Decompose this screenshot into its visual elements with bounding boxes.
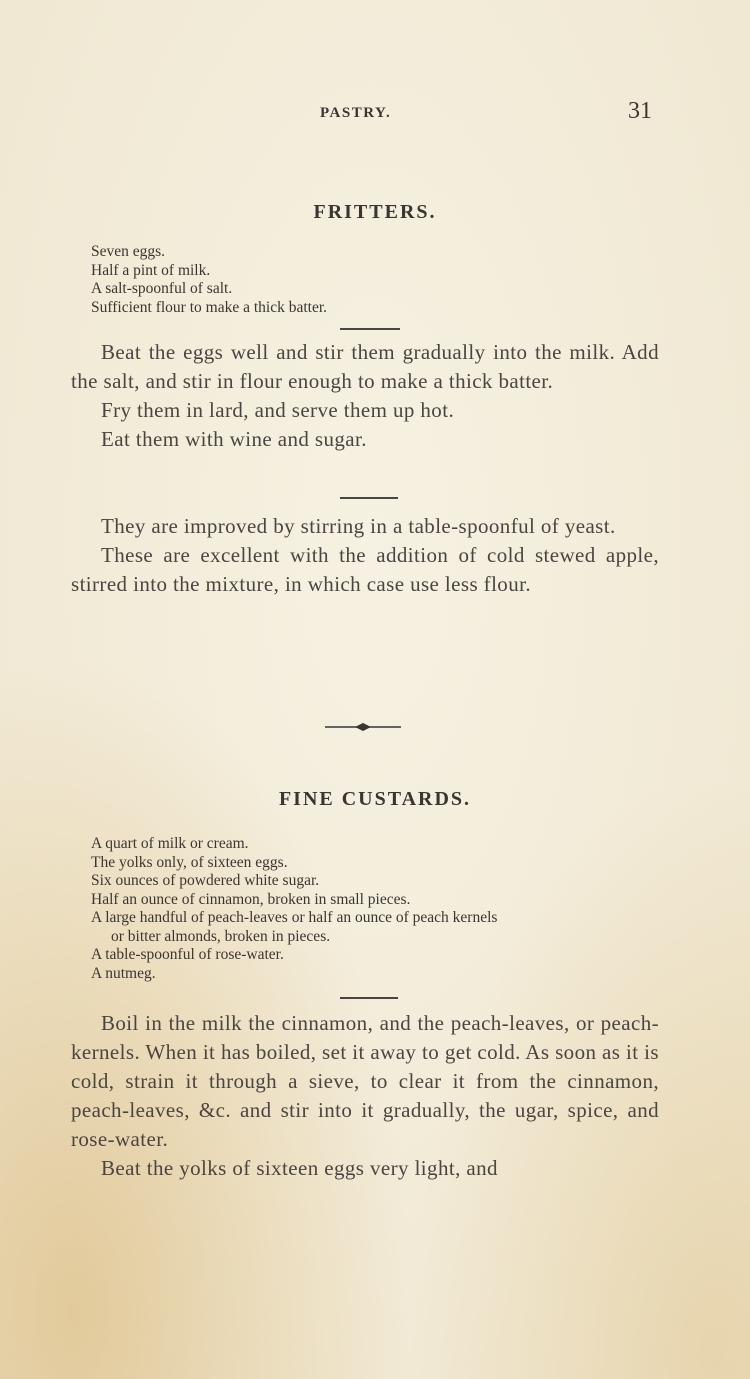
ingredient-item: A large handful of peach-leaves or half an ounce of peach kernels xyxy=(91,909,498,926)
paragraph: Beat the yolks of sixteen eggs very light, and xyxy=(101,1156,498,1180)
ingredient-item: Half an ounce of cinnamon, broken in small pieces. xyxy=(91,890,411,908)
ingredient-item-continuation: or bitter almonds, broken in pieces. xyxy=(111,927,331,945)
divider-rule xyxy=(340,497,398,499)
ingredient-item: Sufficient flour to make a thick batter. xyxy=(91,298,328,316)
divider-rule xyxy=(340,997,398,999)
ingredient-item: The yolks only, of sixteen eggs. xyxy=(91,853,288,871)
fritters-notes xyxy=(71,512,659,599)
running-head: PASTRY. xyxy=(320,105,392,121)
divider-rule xyxy=(340,328,400,330)
paragraph: Eat them with wine and sugar. xyxy=(101,427,367,451)
paragraph: These are excellent with the addition of cold stewed apple, stirred into the mixture, in which case use less flour. xyxy=(71,543,659,596)
page-number: 31 xyxy=(628,98,652,124)
custards-directions xyxy=(71,1009,659,1183)
fritters-directions xyxy=(71,338,659,454)
section-title-fritters: FRITTERS. xyxy=(313,201,437,223)
ingredient-item: Six ounces of powdered white sugar. xyxy=(91,872,320,889)
ingredient-item: Half a pint of milk. xyxy=(91,261,211,279)
paragraph: Beat the eggs well and stir them gradually into the milk. Add the salt, and stir in flour enough to make a thick batter. xyxy=(71,340,659,393)
paragraph: Fry them in lard, and serve them up hot. xyxy=(101,398,455,422)
paragraph: Boil in the milk the cinnamon, and the peach-leaves, or peach-kernels. When it has boiled, set it away to get cold. As soon as it is cold, strain it through a sieve, to clear it from the cinnamon, peach-leaves, &c. and stir into it gradually, the ugar, spice, and rose-water. xyxy=(71,1011,659,1151)
ornament-divider xyxy=(325,720,401,734)
ingredient-item: Seven eggs. xyxy=(91,243,166,260)
ingredient-item: A quart of milk or cream. xyxy=(91,835,249,852)
section-title-custards: FINE CUSTARDS. xyxy=(278,788,472,810)
fritters-ingredient-list xyxy=(91,243,327,317)
ingredient-item: A salt-spoonful of salt. xyxy=(91,280,233,297)
ingredient-item: A nutmeg. xyxy=(91,964,156,982)
custards-ingredient-list xyxy=(91,835,497,983)
ingredient-item: A table-spoonful of rose-water. xyxy=(91,946,284,963)
paragraph: They are improved by stirring in a table-spoonful of yeast. xyxy=(101,514,616,538)
